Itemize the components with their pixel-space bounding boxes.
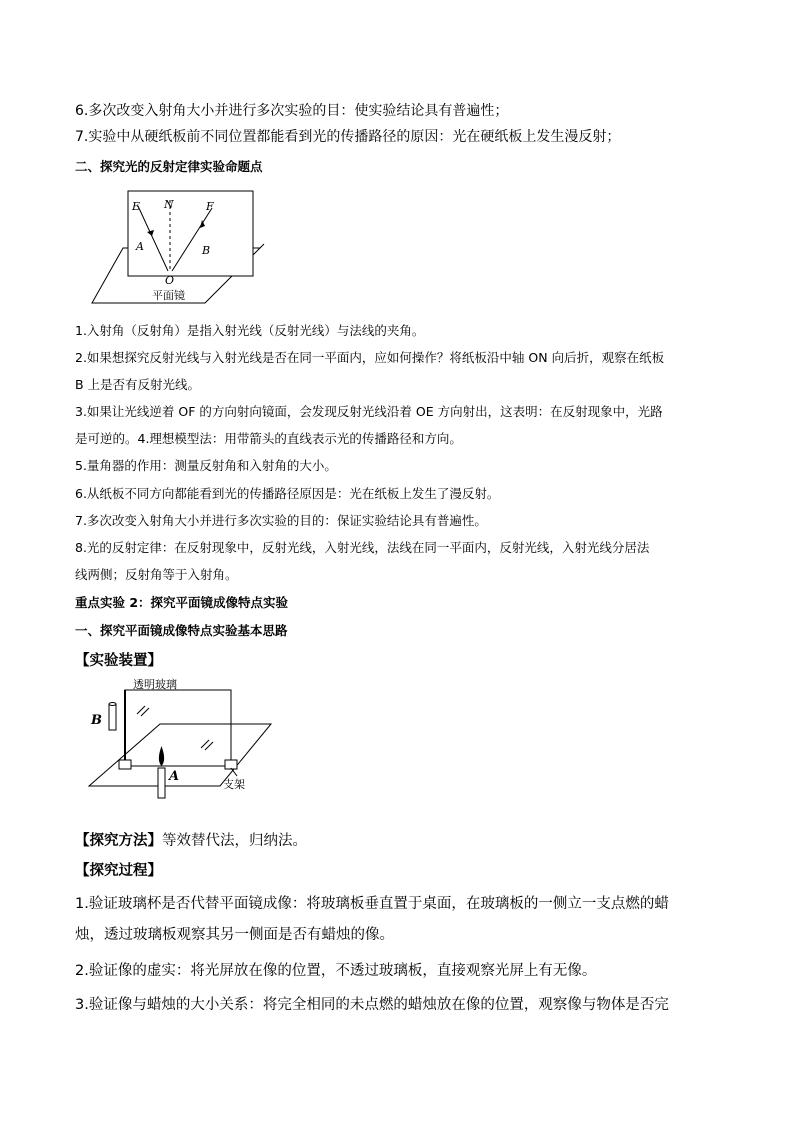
- section-heading: 二、探究光的反射定律实验命题点: [75, 159, 263, 174]
- key-experiment-heading: 重点实验 2：探究平面镜成像特点实验: [75, 595, 289, 610]
- point-line: 是可逆的。4.理想模型法：用带箭头的直线表示光的传播路径和方向。: [75, 431, 462, 446]
- apparatus-heading: 【实验装置】: [75, 653, 162, 669]
- section-heading: 一、探究平面镜成像特点实验基本思路: [75, 623, 288, 638]
- point-line: 线两侧；反射角等于入射角。: [75, 567, 238, 582]
- point-line: 6.从纸板不同方向都能看到光的传播路径原因是：光在纸板上发生了漫反射。: [75, 486, 500, 501]
- point-line: B 上是否有反射光线。: [75, 377, 201, 392]
- process-line: 1.验证玻璃杯是否代替平面镜成像：将玻璃板垂直置于桌面，在玻璃板的一侧立一支点燃的蜡: [75, 896, 669, 912]
- text-line: 7.实验中从硬纸板前不同位置都能看到光的传播路径的原因：光在硬纸板上发生漫反射；: [75, 129, 621, 145]
- label-A: A: [136, 240, 144, 253]
- label-F: F: [206, 200, 214, 213]
- label-B: B: [202, 244, 211, 257]
- process-line: 烛，透过玻璃板观察其另一侧面是否有蜡烛的像。: [75, 927, 394, 943]
- text-line: 6.多次改变入射角大小并进行多次实验的目：使实验结论具有普遍性；: [75, 103, 509, 119]
- label-E: E: [132, 200, 141, 213]
- method-label: 【探究方法】: [75, 833, 162, 849]
- point-line: 2.如果想探究反射光线与入射光线是否在同一平面内，应如何操作？将纸板沿中轴 ON 向后折，观察在纸板: [75, 350, 665, 365]
- label-mirror: 平面镜: [152, 289, 185, 302]
- label-stand: 支架: [223, 778, 245, 791]
- label-candle-B: B: [91, 713, 102, 728]
- point-line: 5.量角器的作用：测量反射角和入射角的大小。: [75, 458, 337, 473]
- label-candle-A: A: [169, 769, 180, 784]
- point-line: 7.多次改变入射角大小并进行多次实验的目的：保证实验结论具有普遍性。: [75, 513, 487, 528]
- plane-mirror-figure: [85, 676, 275, 806]
- reflection-experiment-figure: [88, 188, 268, 310]
- label-O: O: [165, 274, 175, 287]
- point-line: 8.光的反射定律：在反射现象中，反射光线，入射光线，法线在同一平面内，反射光线，入射光线分居法: [75, 540, 650, 555]
- process-heading: 【探究过程】: [75, 863, 162, 879]
- method-line: [75, 830, 725, 852]
- process-line: 2.验证像的虚实：将光屏放在像的位置，不透过玻璃板，直接观察光屏上有无像。: [75, 963, 597, 979]
- label-N: N: [164, 198, 174, 211]
- process-line: 3.验证像与蜡烛的大小关系：将完全相同的未点燃的蜡烛放在像的位置，观察像与物体是否完: [75, 997, 669, 1013]
- point-line: 1.入射角（反射角）是指入射光线（反射光线）与法线的夹角。: [75, 323, 425, 338]
- label-glass: 透明玻璃: [133, 678, 177, 691]
- point-line: 3.如果让光线逆着 OF 的方向射向镜面，会发现反射光线沿着 OE 方向射出，这表明：在反射现象中，光路: [75, 404, 663, 419]
- method-text: 等效替代法，归纳法。: [162, 833, 307, 849]
